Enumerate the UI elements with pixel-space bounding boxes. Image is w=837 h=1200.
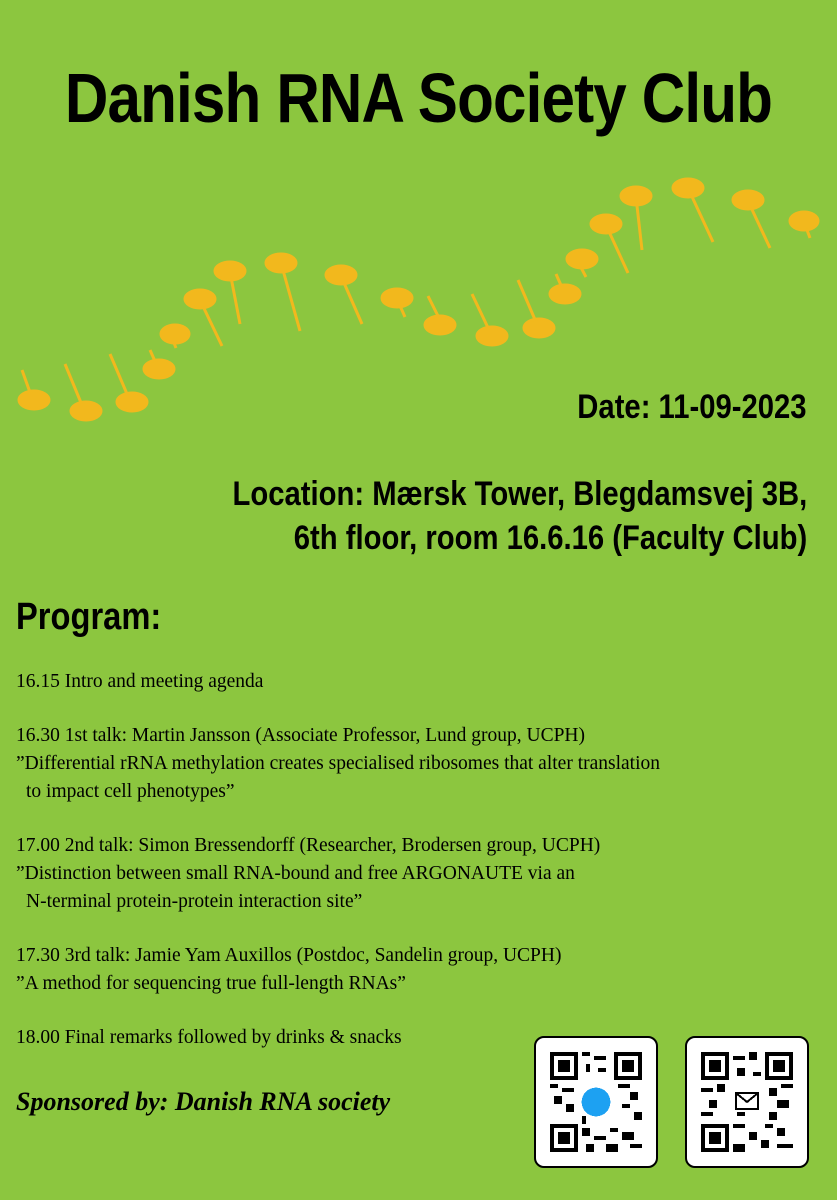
talk-3-title: ”A method for sequencing true full-length RNAs”: [16, 973, 406, 994]
talk-1-title: ”Differential rRNA methylation creates specialised ribosomes that alter translation: [16, 753, 661, 774]
program-item-talk-1: [16, 722, 836, 806]
intro-text: 16.15 Intro and meeting agenda: [16, 671, 264, 692]
talk-1-speaker: 16.30 1st talk: Martin Jansson (Associate Professor, Lund group, UCPH): [16, 725, 586, 746]
program-item-talk-2: [16, 832, 836, 916]
talk-1-title-cont: to impact cell phenotypes”: [26, 781, 235, 802]
program-heading: Program:: [16, 596, 162, 638]
event-date: Date: 11-09-2023: [577, 388, 807, 426]
talk-3-speaker: 17.30 3rd talk: Jamie Yam Auxillos (Postdoc, Sandelin group, UCPH): [16, 945, 562, 966]
event-location: [232, 472, 807, 560]
closing-text: 18.00 Final remarks followed by drinks & snacks: [16, 1027, 402, 1048]
program-list: [16, 668, 836, 1078]
program-item-intro: [16, 668, 836, 696]
poster-title: Danish RNA Society Club: [64, 59, 773, 137]
location-line-1: Location: Mærsk Tower, Blegdamsvej 3B,: [232, 475, 807, 513]
talk-2-speaker: 17.00 2nd talk: Simon Bressendorff (Researcher, Brodersen group, UCPH): [16, 835, 601, 856]
talk-2-title: ”Distinction between small RNA-bound and free ARGONAUTE via an: [16, 863, 575, 884]
program-item-talk-3: [16, 942, 836, 998]
talk-2-title-cont: N-terminal protein-protein interaction site”: [26, 891, 363, 912]
twitter-qr-code[interactable]: [534, 1036, 658, 1168]
location-line-2: 6th floor, room 16.6.16 (Faculty Club): [293, 519, 808, 557]
sponsor-line: Sponsored by: Danish RNA society: [16, 1087, 391, 1116]
email-qr-code[interactable]: [685, 1036, 809, 1168]
